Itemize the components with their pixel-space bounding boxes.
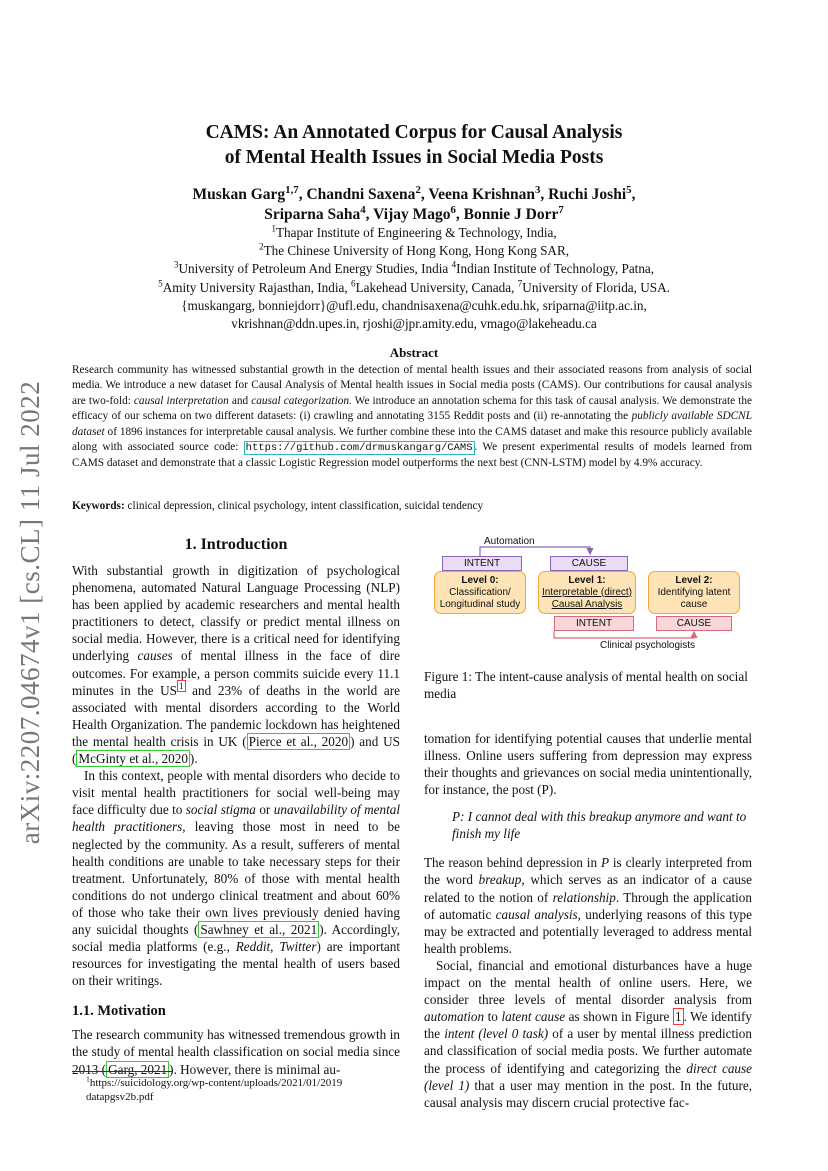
example-post: P: I cannot deal with this breakup anymore and want to finish my life [452, 809, 747, 842]
abstract-heading: Abstract [389, 345, 439, 360]
intro-paragraph-2: In this context, people with mental disorders who decide to visit mental health practitioners for social well-being may face difficulty due to social stigma or unavailability of mental health practitioners, leaving those most in need to be neglected by the community. As a result, sufferers of mental health conditions are unable to take necessary steps for their treatment. Unfortunately, 80% of those with mental health conditions do not undergo clinical treatment and about 60% of those who take their own lives previously denied having any suicidal thoughts ( Sawhney et al., 2021 ). Accordingly, social media platforms (e.g., Reddit, Twitter) are important resources for investigating the mental health of users based on their writings. [72, 768, 401, 989]
automation-label: Automation [484, 536, 535, 547]
motivation-heading: 1.1. Motivation [72, 1003, 166, 1020]
arxiv-sidebar [6, 375, 56, 850]
cause-bottom-box: CAUSE [656, 616, 732, 631]
level1-box: Level 1: Interpretable (direct) Causal Analysis [538, 571, 636, 614]
citation-pierce[interactable]: Pierce et al., 2020 [248, 733, 349, 749]
footnote: $^1$https://suicidology.org/wp-content/uploads/2021/01/2019 datapgsv2b.pdf [72, 1071, 400, 1104]
right-paragraph-2: The reason behind depression in P is clearly interpreted from the word breakup, which serves as an indicator of a cause related to the notion of relationship. Through the application of automatic causal analysis, underlying reasons of this type may be extracted and potentially leveraged to address mental health problems. [424, 855, 752, 956]
level2-box: Level 2: Identifying latent cause [648, 571, 740, 614]
arxiv-id: arXiv:2207.04674v1 [cs.CL] 11 Jul 2022 [15, 380, 46, 845]
cause-top-box: CAUSE [550, 556, 628, 571]
right-paragraph-1: tomation for identifying potential causes that underlie mental illness. Online users suffering from depression may express their thoughts and grievances on social media unintentionally, for instance, the post (P). [424, 731, 752, 798]
citation-mcginty[interactable]: McGinty et al., 2020 [78, 751, 188, 767]
footnote-ref[interactable]: 1 [179, 681, 184, 692]
affiliations: $^1$Thapar Institute of Engineering & Technology, India, $^2$The Chinese University of Hong Kong, Hong Kong SAR, $^3$University of Petroleum And Energy Studies, India $^4$Indian Institute of Technology, Patna, $^5$Amity University Rajasthan, India, $^6$Lakehead University, Canada, $^7$University of Florida, USA. {muskangarg, bonniejdorr}@ufl.edu, chandnisaxena@cuhk.edu.hk, sriparna@iitp.ac.in, vkrishnan@ddn.upes.in, rjoshi@jpr.amity.edu, vmago@lakeheadu.ca [0, 224, 828, 333]
intro-paragraph-1: With substantial growth in digitization of psychological phenomena, automated Natural Language Processing (NLP) has been applied by academic researchers and mental health practitioners to detect, classify or predict mental illness on social media. However, there is a critical need for identifying underlying causes of mental illness in the face of dire outcomes. For example, a person commits suicide every 11.1 minutes in the US $^1$ and 23% of deaths in the world are associated with mental disorders according to the World Health Organization. The pandemic lockdown has heightened the mental health crisis in UK ( Pierce et al., 2020 ) and US ( McGinty et al., 2020 ). [72, 563, 400, 767]
author-list: Muskan Garg$^{1,7}$, Chandni Saxena$^2$, Veena Krishnan$^3$, Ruchi Joshi$^5$, Sriparna Saha$^4$, Vijay Mago$^6$, Bonnie J Dorr$^7$ [192, 183, 636, 223]
clinical-label: Clinical psychologists [600, 640, 696, 651]
keywords: Keywords: clinical depression, clinical psychology, intent classification, suicidal tendency [72, 500, 484, 512]
motivation-paragraph: The research community has witnessed tremendous growth in the study of mental health classification on social media since 2013 ( Garg, 2021 ). However, there is minimal au- [72, 1027, 400, 1077]
figure-ref[interactable]: 1 [674, 1009, 682, 1025]
citation-sawhney[interactable]: Sawhney et al., 2021 [200, 921, 318, 937]
intent-bottom-box: INTENT [554, 616, 634, 631]
figure-caption: Figure 1: The intent-cause analysis of mental health on social media [424, 669, 748, 701]
right-paragraph-3: Social, financial and emotional disturbances have a huge impact on the mental health of online users. Here, we consider three levels of mental disorder analysis from automation to latent cause as shown in Figure 1 . We identify the intent (level 0 task) of a user by mental illness prediction and classification of social media posts. We further automate the process of identifying and categorizing the direct cause (level 1) that a user may mention in the post. In the future, causal analysis may discern crucial protective fac- [424, 957, 752, 1110]
footnote-rule [72, 1071, 172, 1072]
github-link[interactable]: https://github.com/drmuskangarg/CAMS [245, 442, 473, 455]
figure-1 [424, 534, 752, 654]
intro-heading: 1. Introduction [184, 536, 288, 553]
abstract-text: Research community has witnessed substantial growth in the detection of mental health issues and their associated reasons from analysis of social media. We introduce a new dataset for Causal Analysis of Mental health issues in Social media posts (CAMS). Our contributions for causal analysis are two-fold: causal interpretation and causal categorization. We introduce an annotation schema for this task of causal analysis. We demonstrate the efficacy of our schema on two different datasets: (i) crawling and annotating 3155 Reddit posts and (ii) re-annotating the publicly available SDCNL dataset of 1896 instances for interpretable causal analysis. We further combine these into the CAMS dataset and make this resource publicly available along with associated source code: https://github.com/drmuskangarg/CAMS . We present experimental results of models learned from CAMS dataset and demonstrate that a classic Logistic Regression model outperforms the next best (CNN-LSTM) model by 4.9% accuracy. [72, 364, 753, 470]
paper-title: CAMS: An Annotated Corpus for Causal Analysis of Mental Health Issues in Social Media Posts [205, 122, 623, 168]
intent-top-box: INTENT [442, 556, 522, 571]
left-column [72, 534, 400, 1078]
emails: {muskangarg, bonniejdorr}@ufl.edu, chandnisaxena@cuhk.edu.hk, sriparna@iitp.ac.in, [181, 297, 647, 313]
right-column [424, 534, 752, 1111]
level0-box: Level 0: Classification/ Longitudinal study [434, 571, 526, 614]
citation-garg[interactable]: Garg, 2021 [108, 1061, 168, 1077]
